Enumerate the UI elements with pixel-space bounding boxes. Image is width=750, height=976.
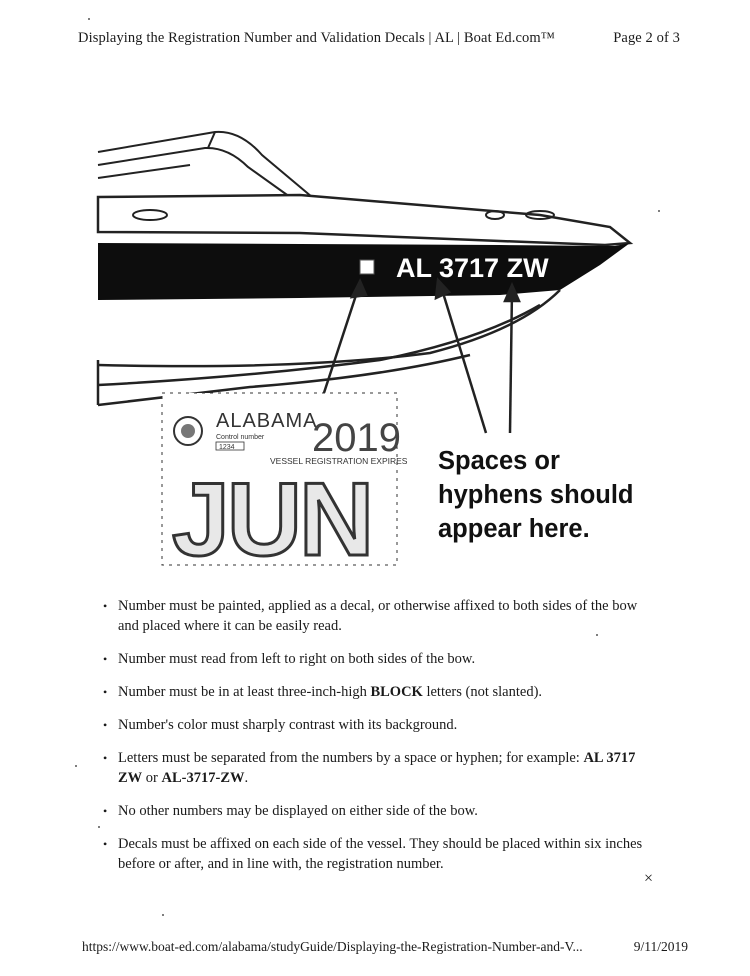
scan-speck: [98, 826, 100, 828]
scan-speck: [596, 634, 598, 636]
document-title: Displaying the Registration Number and Validation Decals | AL | Boat Ed.com™: [78, 30, 556, 46]
decal-control-number: 1234: [219, 444, 235, 451]
callout-line-3: appear here.: [438, 515, 590, 543]
source-url[interactable]: https://www.boat-ed.com/alabama/studyGuide/Displaying-the-Registration-Number-and-V...: [82, 939, 583, 954]
print-date: 9/11/2019: [633, 939, 688, 954]
rule-item: • Letters must be separated from the numbers by a space or hyphen; for example: AL 3717 ZW or AL-3717-ZW.: [100, 748, 660, 788]
rules-list: [100, 596, 660, 887]
rule-item: • Number must be painted, applied as a decal, or otherwise affixed to both sides of the bow and placed where it can be easily read.: [100, 596, 660, 636]
windshield: [98, 132, 312, 197]
callout-line-1: Spaces or: [438, 447, 560, 475]
page-header: [78, 30, 680, 47]
scan-speck: [75, 765, 77, 767]
decal-state: ALABAMA: [216, 410, 318, 432]
decal-marker-icon: [360, 260, 374, 274]
rule-item: • Number's color must sharply contrast with its background.: [100, 715, 660, 735]
scan-speck: [88, 18, 90, 20]
decal-control-label: Control number: [216, 434, 265, 441]
page-footer: [82, 939, 688, 955]
decal-subtitle: VESSEL REGISTRATION EXPIRES: [270, 456, 408, 466]
close-icon[interactable]: ×: [644, 870, 654, 887]
rule-item: • Number must be in at least three-inch-high BLOCK letters (not slanted).: [100, 682, 660, 702]
decal-year: 2019: [312, 416, 401, 460]
rule-item: • No other numbers may be displayed on either side of the bow.: [100, 801, 660, 821]
deck: [98, 195, 630, 245]
hull-registration-number: AL 3717 ZW: [396, 253, 549, 283]
rule-item: • Decals must be affixed on each side of the vessel. They should be placed within six inches before or after, and in line with, the registration number.: [100, 834, 660, 874]
page-number: Page 2 of 3: [613, 30, 680, 46]
callout-line-2: hyphens should: [438, 481, 634, 509]
callout-note: [438, 444, 688, 546]
scan-speck: [162, 914, 164, 916]
rule-item: • Number must read from left to right on both sides of the bow.: [100, 649, 660, 669]
scan-speck: [658, 210, 660, 212]
registration-decal: [162, 393, 408, 578]
decal-month: JUN: [172, 462, 372, 578]
lower-hull: [98, 290, 560, 405]
state-seal-center: [181, 424, 195, 438]
